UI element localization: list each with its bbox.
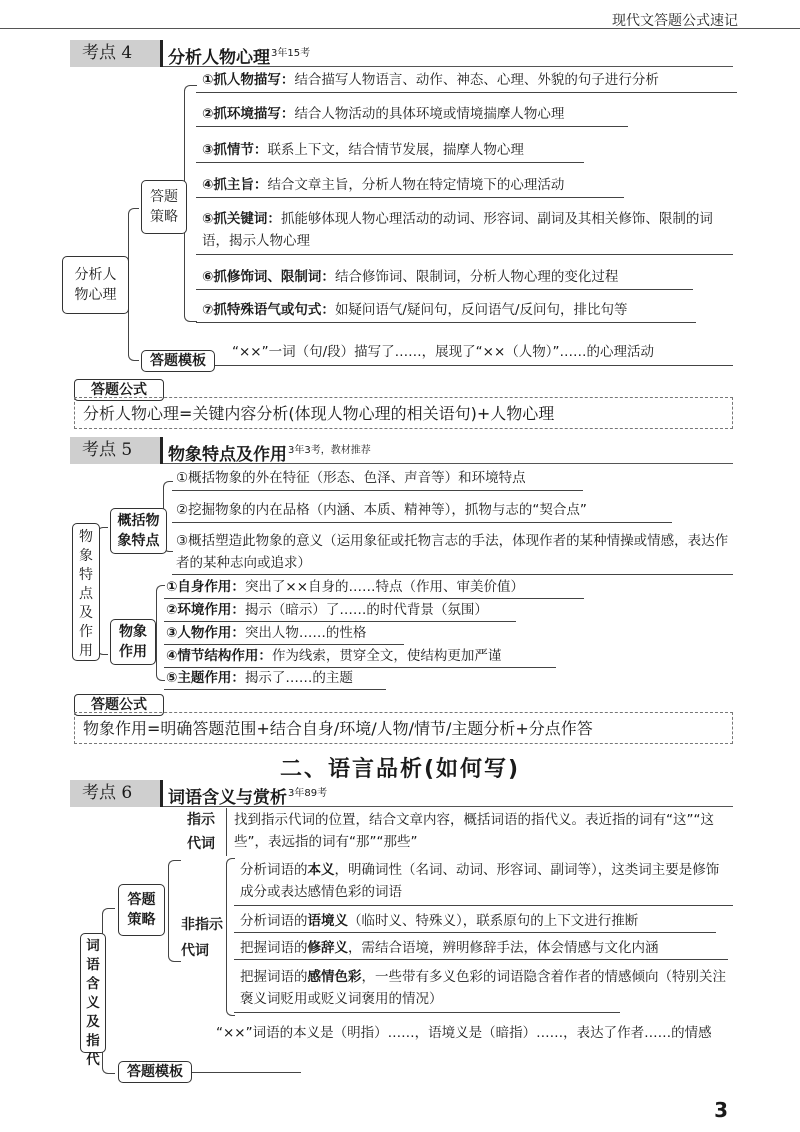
k6-np-rule-3 <box>234 959 728 960</box>
k4-rule-3 <box>196 162 584 163</box>
k4-item-5-key: ⑤抓关键词： <box>202 211 281 227</box>
k6-template-rule <box>192 1072 301 1073</box>
k4-title-text: 分析人物心理 <box>168 48 270 68</box>
k6-root-box <box>80 933 106 1068</box>
k5-function-2 <box>166 599 488 621</box>
k5-formula: 物象作用=明确答题范围+结合自身/环境/人物/情节/主题分析+分点作答 <box>74 712 733 744</box>
k6-np2-key: 语境义 <box>307 913 348 929</box>
k6-nonpointer-label-wrap <box>180 910 226 966</box>
k6-pointer-text: 找到指示代词的位置，结合文章内容，概括词语的指代义。表近指的词有“这”“这些”，表远指的词有“那”“那些” <box>234 812 714 850</box>
k4-tag: 考点 4 <box>70 40 160 67</box>
k4-template-rule <box>215 365 733 366</box>
k6-np2-post: （临时义、特殊义），联系原句的上下文进行推断 <box>348 913 639 929</box>
k5-function-3-text: 突出人物……的性格 <box>244 625 367 641</box>
k4-item-3 <box>202 139 524 161</box>
k6-nonpointer-1 <box>240 859 732 903</box>
k5-feature-3: ③概括塑造此物象的意义（运用象征或托物言志的手法，体现作者的某种情操或情感，表达作者的某种志向或追求） <box>176 533 729 571</box>
k5-header-line <box>163 463 733 464</box>
k4-template: “××”一词（句/段）描写了……，展现了“××（人物）”……的心理活动 <box>232 344 655 360</box>
k5-feature-box <box>110 508 167 554</box>
k5-formula-label: 答题公式 <box>74 694 164 716</box>
k6-template: “××”词语的本义是（明指）……，语境义是（暗指）……，表达了作者……的情感 <box>216 1025 712 1041</box>
k4-formula-label: 答题公式 <box>74 379 164 401</box>
k6-nonpointer-bracket <box>226 858 235 1016</box>
k4-item-1 <box>202 69 659 91</box>
k5-function-5-text: 揭示了……的主题 <box>244 670 353 686</box>
k4-item-4-text: 结合文章主旨，分析人物在特定情境下的心理活动 <box>267 177 565 193</box>
k4-rule-7 <box>196 322 696 323</box>
k5-function-1-key: ①自身作用： <box>166 579 245 595</box>
k6-np1-key: 本义 <box>307 862 335 878</box>
k5-function-label: 物象作用 <box>119 624 147 660</box>
k6-separator <box>160 780 163 807</box>
k5-function-3-key: ③人物作用： <box>166 625 245 641</box>
k5-function-1-text: 突出了××自身的……特点（作用、审美价值） <box>244 579 525 595</box>
k4-item-5-text: 抓能够体现人物心理活动的动词、形容词、副词及其相关修饰、限制的词语，揭示人物心理 <box>202 211 713 249</box>
k6-pointer-label-wrap <box>182 808 222 856</box>
k4-item-6 <box>202 266 618 288</box>
k6-nonpointer-label: 非指示代词 <box>181 917 223 959</box>
k4-rule-6 <box>196 289 693 290</box>
k5-function-4-key: ④情节结构作用： <box>166 648 272 664</box>
k5-tag: 考点 5 <box>70 437 160 464</box>
k4-item-1-key: ①抓人物描写： <box>202 72 295 88</box>
k5-root-box <box>72 523 100 661</box>
k6-tag: 考点 6 <box>70 780 160 807</box>
k4-item-6-key: ⑥抓修饰词、限制词： <box>202 269 335 285</box>
k6-header-line <box>163 806 733 807</box>
k4-strategy-box <box>141 180 187 234</box>
k5-separator <box>160 437 163 464</box>
k6-nonpointer-3 <box>240 937 659 959</box>
k5-root-label: 物象特点及作用 <box>79 529 93 659</box>
k5-function-3 <box>166 622 366 644</box>
k4-formula: 分析人物心理=关键内容分析(体现人物心理的相关语句)+人物心理 <box>74 397 733 429</box>
k6-nonpointer-2 <box>240 910 638 932</box>
k4-item-3-key: ③抓情节： <box>202 142 268 158</box>
k5-function-5-key: ⑤主题作用： <box>166 670 245 686</box>
k6-template-label: 答题模板 <box>118 1061 192 1083</box>
k6-nonpointer-4 <box>240 966 732 1010</box>
k6-np4-post: ，一些带有多义色彩的词语隐含着作者的情感倾向（特别关注褒义词贬用或贬义词褒用的情况） <box>240 969 726 1007</box>
k6-title-text: 词语含义与赏析 <box>168 788 287 808</box>
k6-np4-pre: 把握词语的 <box>240 969 308 985</box>
k4-rule-2 <box>196 126 628 127</box>
k4-header <box>70 40 733 67</box>
k4-item-3-text: 联系上下文，结合情节发展，揣摩人物心理 <box>267 142 524 158</box>
k6-np1-pre: 分析词语的 <box>240 862 308 878</box>
k4-separator <box>160 40 163 67</box>
k5-function-1 <box>166 576 524 598</box>
k5-function-4 <box>166 645 501 667</box>
k4-strategy-label: 答题策略 <box>150 189 178 225</box>
k4-count: 3年15考 <box>271 48 311 59</box>
k5-function-4-text: 作为线索，贯穿全文，使结构更加严谨 <box>271 648 502 664</box>
k6-np-rule-1 <box>234 905 733 906</box>
k5-title <box>168 437 371 469</box>
k4-item-2-text: 结合人物活动的具体环境或情境揣摩人物心理 <box>294 106 565 122</box>
page-number: 3 <box>714 1098 728 1122</box>
k6-pointer-divider <box>226 808 227 856</box>
k4-rule-4 <box>196 197 624 198</box>
section-2-title: 二、语言品析(如何写) <box>279 757 521 782</box>
k4-title <box>168 40 310 72</box>
k4-item-4-key: ④抓主旨： <box>202 177 268 193</box>
k4-header-line <box>163 66 733 67</box>
k6-np3-key: 修辞义 <box>307 940 348 956</box>
k4-item-6-text: 结合修饰词、限制词，分析人物心理的变化过程 <box>334 269 619 285</box>
k4-item-7-key: ⑦抓特殊语气或句式： <box>202 302 335 318</box>
k6-np3-post: ，需结合语境，辨明修辞手法，体会情感与文化内涵 <box>348 940 659 956</box>
k6-np1-post: ，明确词性（名词、动词、形容词、副词等），这类词主要是修饰成分或表达感情色彩的词语 <box>240 862 720 900</box>
k4-item-5 <box>202 208 732 252</box>
k5-feature-1: ①概括物象的外在特征（形态、色泽、声音等）和环境特点 <box>176 470 526 486</box>
k4-item-7 <box>202 299 628 321</box>
k6-np2-pre: 分析词语的 <box>240 913 308 929</box>
k5-function-2-text: 揭示（暗示）了……的时代背景（氛围） <box>244 602 488 618</box>
k5-function-box <box>110 619 156 665</box>
k5-function-2-key: ②环境作用： <box>166 602 245 618</box>
k6-strategy-box <box>118 884 165 936</box>
k5-count: 3年3考，教材推荐 <box>288 445 371 456</box>
k4-rule-1 <box>196 92 737 93</box>
header-rule <box>0 28 800 29</box>
k5-feature-2: ②挖掘物象的内在品格（内涵、本质、精神等），抓物与志的“契合点” <box>176 502 587 518</box>
k6-np-rule-4 <box>234 1012 620 1013</box>
k6-np3-pre: 把握词语的 <box>240 940 308 956</box>
k6-strategy-label: 答题策略 <box>127 892 156 928</box>
k6-np-rule-2 <box>234 932 716 933</box>
k6-np4-key: 感情色彩 <box>307 969 362 985</box>
k4-item-7-text: 如疑问语气/疑问句，反问语气/反问句，排比句等 <box>334 302 628 318</box>
k4-root-box <box>62 256 129 314</box>
k6-count: 3年89考 <box>288 788 328 799</box>
k5-title-text: 物象特点及作用 <box>168 445 287 465</box>
k4-item-2 <box>202 103 564 125</box>
k5-function-5 <box>166 667 353 689</box>
k4-item-1-text: 结合描写人物语言、动作、神态、心理、外貌的句子进行分析 <box>294 72 659 88</box>
k4-item-2-key: ②抓环境描写： <box>202 106 295 122</box>
k6-header <box>70 780 733 807</box>
k4-rule-5 <box>196 254 733 255</box>
k5-feature-rule-2 <box>172 522 672 523</box>
k4-template-label: 答题模板 <box>141 350 215 372</box>
k5-header <box>70 437 733 464</box>
k6-root-label: 词语含义及指代 <box>86 938 100 1068</box>
k4-item-4 <box>202 174 564 196</box>
k4-root-label: 分析人物心理 <box>74 267 117 303</box>
k5-feature-label: 概括物象特点 <box>117 513 160 549</box>
k5-feature-rule-1 <box>172 490 583 491</box>
running-header: 现代文答题公式速记 <box>612 13 738 29</box>
k5-function-rule-5 <box>164 689 386 690</box>
k5-feature-rule-3 <box>172 574 733 575</box>
k4-root-bracket <box>128 208 139 361</box>
k6-pointer-label: 指示代词 <box>187 812 215 852</box>
